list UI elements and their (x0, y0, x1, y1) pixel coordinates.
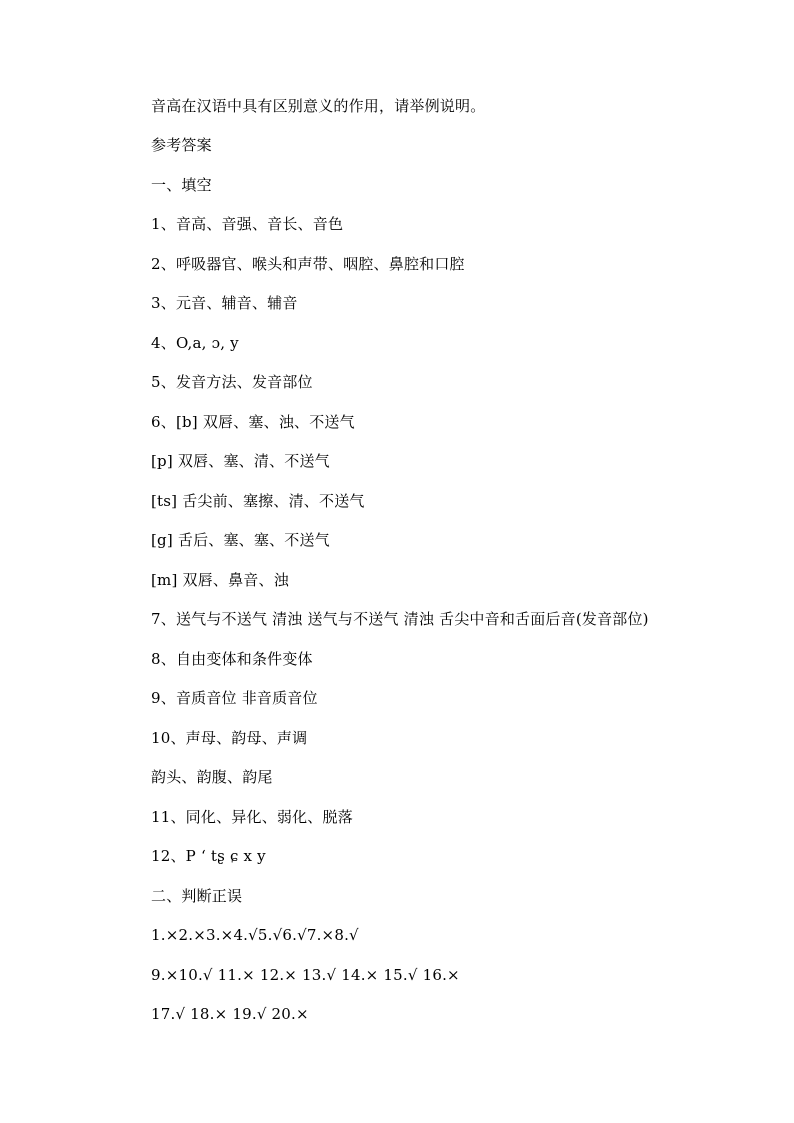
answer-line: 9、音质音位 非音质音位 (151, 689, 318, 707)
answer-line: 8、自由变体和条件变体 (151, 650, 313, 668)
section-heading-fill: 一、填空 (151, 176, 212, 194)
answer-line: 6、[b] 双唇、塞、浊、不送气 (151, 413, 355, 431)
answer-line: 5、发音方法、发音部位 (151, 373, 313, 391)
answer-line: 4、O,a, ɔ, y (151, 334, 239, 352)
section-heading-judge: 二、判断正误 (151, 887, 243, 905)
answer-line: [p] 双唇、塞、清、不送气 (151, 452, 330, 470)
answer-line: 12、P ‘ tʂ ɕ x y (151, 847, 266, 865)
answer-line: 1、音高、音强、音长、音色 (151, 215, 344, 233)
answer-line: 韵头、韵腹、韵尾 (151, 768, 273, 786)
answer-line: [ts] 舌尖前、塞擦、清、不送气 (151, 492, 365, 510)
answer-line: 10、声母、韵母、声调 (151, 729, 308, 747)
answer-line: [g] 舌后、塞、塞、不送气 (151, 531, 330, 549)
answer-line: 2、呼吸器官、喉头和声带、咽腔、鼻腔和口腔 (151, 255, 465, 273)
answer-line: 17.√ 18.× 19.√ 20.× (151, 1005, 309, 1023)
answer-line: 9.×10.√ 11.× 12.× 13.√ 14.× 15.√ 16.× (151, 966, 460, 984)
answer-line: 11、同化、异化、弱化、脱落 (151, 808, 353, 826)
question-text: 音高在汉语中具有区别意义的作用，请举例说明。 (151, 97, 486, 115)
answer-line: [m] 双唇、鼻音、浊 (151, 571, 289, 589)
answer-line: 1.×2.×3.×4.√5.√6.√7.×8.√ (151, 926, 359, 944)
answer-heading: 参考答案 (151, 136, 212, 154)
answer-line: 7、送气与不送气 清浊 送气与不送气 清浊 舌尖中音和舌面后音(发音部位) (151, 610, 649, 628)
answer-line: 3、元音、辅音、辅音 (151, 294, 298, 312)
